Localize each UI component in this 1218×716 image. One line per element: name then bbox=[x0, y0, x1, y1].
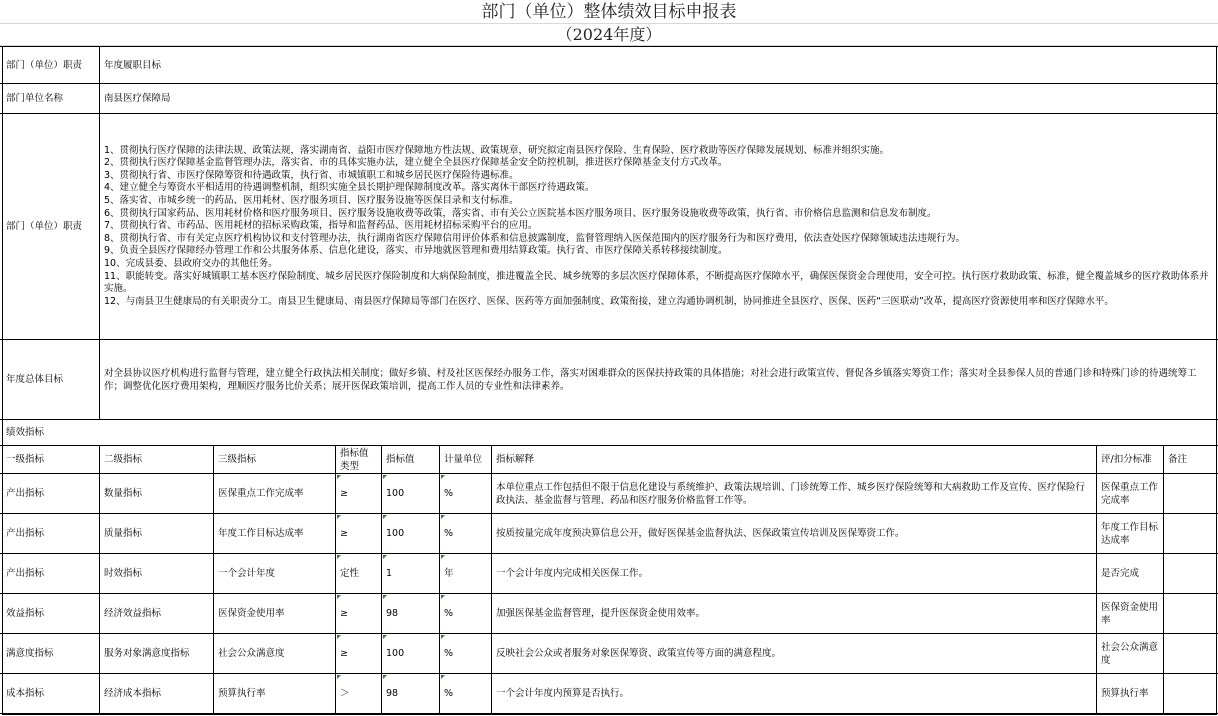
row-duty-header bbox=[0, 46, 1218, 84]
indicator-cell: 98 bbox=[382, 594, 440, 633]
indicator-cell: 医保资金使用率 bbox=[214, 594, 336, 633]
duty-item: 10、完成县委、县政府交办的其他任务。 bbox=[104, 257, 278, 269]
indicator-row bbox=[0, 674, 1218, 714]
indicator-cell: 预算执行率 bbox=[214, 674, 336, 713]
annual-goal-text: 对全县协议医疗机构进行监督与管理，建立健全行政执法相关制度；做好乡镇、村及社区医保经办服务工作，落实对困难群众的医保扶持政策的具体措施；对社会进行政策宣传、督促各乡镇落实筹资工作；落实对全县参保人员的普通门诊和特殊门诊的待遇统筹工作；调整优化医疗费用架构，理顺医疗服务比价关系；展开医保政策培训，提高工作人员的专业性和法律素养。 bbox=[100, 340, 1217, 419]
duty-item: 9、负责全县医疗保障经办管理工作和公共服务体系、信息化建设，落实、市异地就医管理和费用结算政策。执行省、市医疗保障关系转移接续制度。 bbox=[104, 245, 728, 257]
indicator-row bbox=[0, 634, 1218, 674]
indicator-cell: 效益指标 bbox=[2, 594, 100, 633]
indicator-cell: 加强医保基金监督管理，提升医保资金使用效率。 bbox=[492, 594, 1097, 633]
duty-item: 2、贯彻执行医疗保障基金监督管理办法，落实省、市的具体实施办法，建立健全全县医疗保障基金安全防控机制，推进医疗保障基金支付方式改革。 bbox=[104, 157, 728, 169]
indicator-row bbox=[0, 554, 1218, 594]
indicator-cell: 年度工作目标达成率 bbox=[214, 514, 336, 553]
duty-item: 8、贯彻执行省、市有关定点医疗机构协议和支付管理办法，执行湖南省医疗保障信用评价体系和信息披露制度，监督管理纳入医保范围内的医疗服务行为和医疗费用，依法查处医疗保障领域违法违规行为。 bbox=[104, 232, 966, 244]
label-cell: 年度总体目标 bbox=[2, 340, 100, 419]
indicator-row bbox=[0, 594, 1218, 634]
indicator-cell: 成本指标 bbox=[2, 674, 100, 713]
duty-item: 6、贯彻执行国家药品、医用耗材价格和医疗服务项目、医疗服务设施收费等政策，落实省、市有关公立医院基本医疗服务项目、医疗服务设施收费等政策，执行省、市价格信息监测和信息发布制度。 bbox=[104, 207, 937, 219]
duty-item: 12、与南县卫生健康局的有关职责分工。南县卫生健康局、南县医疗保障局等部门在医疗、医保、医药等方面加强制度、政策衔接，建立沟通协调机制，协同推进全县医疗、医保、医药“三医联动”改革，提高医疗资源使用率和医疗保障水平。 bbox=[104, 295, 1114, 307]
header-cell: 三级指标 bbox=[214, 446, 336, 473]
indicator-cell: 年度工作目标达成率 bbox=[1097, 514, 1164, 553]
indicator-cell bbox=[1164, 634, 1217, 673]
indicator-cell: ＞ bbox=[336, 674, 382, 713]
indicator-cell: 反映社会公众或者服务对象医保筹资、政策宣传等方面的满意程度。 bbox=[492, 634, 1097, 673]
indicator-cell: 按质按量完成年度预决算信息公开，做好医保基金监督执法、医保政策宣传培训及医保筹资工作。 bbox=[492, 514, 1097, 553]
indicator-cell: 质量指标 bbox=[100, 514, 214, 553]
report-title: 部门（单位）整体绩效目标申报表 bbox=[481, 2, 737, 22]
indicator-cell: ≥ bbox=[336, 594, 382, 633]
duties-cell bbox=[100, 114, 1217, 339]
indicator-cell: 数量指标 bbox=[100, 474, 214, 513]
header-cell: 计量单位 bbox=[440, 446, 492, 473]
duty-item: 11、职能转变。落实好城镇职工基本医疗保险制度、城乡居民医疗保险制度和大病保险制度，推进覆盖全民、城乡统筹的多层次医疗保障体系，不断提高医疗保障水平，确保医保资金合理使用，安全可控。执行医疗救助政策、标准，健全覆盖城乡的医疗救助体系并实施。 bbox=[104, 270, 1209, 295]
indicator-cell: 本单位重点工作包括但不限于信息化建设与系统维护、政策法规培训、门诊统筹工作、城乡医疗保险统筹和大病救助工作及宣传、医疗保险行政执法、基金监督与管理、药品和医疗服务价格监督工作等。 bbox=[492, 474, 1097, 513]
indicator-row bbox=[0, 474, 1218, 514]
indicator-cell bbox=[1164, 514, 1217, 553]
indicator-cell: 一个会计年度内预算是否执行。 bbox=[492, 674, 1097, 713]
indicator-cell: ≥ bbox=[336, 514, 382, 553]
indicator-cell: 100 bbox=[382, 634, 440, 673]
indicator-cell: 100 bbox=[382, 514, 440, 553]
indicator-cell: 时效指标 bbox=[100, 554, 214, 593]
row-duties bbox=[0, 114, 1218, 340]
indicator-cell: 服务对象满意度指标 bbox=[100, 634, 214, 673]
indicator-cell: % bbox=[440, 634, 492, 673]
indicator-cell: 医保重点工作完成率 bbox=[1097, 474, 1164, 513]
report-subtitle: （2024年度） bbox=[556, 25, 662, 44]
header-cell: 备注 bbox=[1168, 454, 1188, 465]
indicator-cell: 产出指标 bbox=[2, 554, 100, 593]
indicator-cell: 产出指标 bbox=[2, 474, 100, 513]
row-unit-name bbox=[0, 84, 1218, 114]
indicator-cell bbox=[1164, 554, 1217, 593]
label-cell: 部门（单位）职责 bbox=[2, 114, 100, 339]
indicator-cell: 产出指标 bbox=[2, 514, 100, 553]
indicator-cell: % bbox=[440, 674, 492, 713]
indicator-cell: 经济效益指标 bbox=[100, 594, 214, 633]
indicator-cell: % bbox=[440, 514, 492, 553]
indicator-cell: 经济成本指标 bbox=[100, 674, 214, 713]
indicator-cell: ≥ bbox=[336, 474, 382, 513]
indicator-cell: 一个会计年度 bbox=[214, 554, 336, 593]
header-cell: 指标解释 bbox=[492, 446, 1097, 473]
indicator-cell bbox=[1164, 674, 1217, 713]
indicator-cell: ≥ bbox=[336, 634, 382, 673]
indicator-cell: 98 bbox=[382, 674, 440, 713]
duty-item: 7、贯彻执行省、市药品、医用耗材的招标采购政策，指导和监督药品、医用耗材招标采购平台的应用。 bbox=[104, 220, 538, 232]
indicators-label: 绩效指标 bbox=[6, 427, 45, 438]
indicator-cell: 社会公众满意度 bbox=[1097, 634, 1164, 673]
indicator-cell bbox=[1164, 594, 1217, 633]
indicator-cell: 定性 bbox=[336, 554, 382, 593]
label-cell: 部门单位名称 bbox=[2, 84, 100, 113]
indicator-cell bbox=[1164, 474, 1217, 513]
indicator-cell: 满意度指标 bbox=[2, 634, 100, 673]
indicator-cell: 预算执行率 bbox=[1097, 674, 1164, 713]
indicator-cell: 是否完成 bbox=[1097, 554, 1164, 593]
indicator-cell: % bbox=[440, 594, 492, 633]
duty-item: 3、贯彻执行省、市医疗保障筹资和待遇政策，执行省、市城镇职工和城乡居民医疗保险待遇标准。 bbox=[104, 169, 519, 181]
indicator-cell: % bbox=[440, 474, 492, 513]
header-cell: 评/扣分标准 bbox=[1097, 446, 1164, 473]
duties-list bbox=[104, 145, 1212, 309]
indicator-cell: 100 bbox=[382, 474, 440, 513]
header-cell: 指标值 bbox=[382, 446, 440, 473]
header-cell: 指标值类型 bbox=[336, 446, 382, 473]
indicator-cell: 医保资金使用率 bbox=[1097, 594, 1164, 633]
label-cell: 部门（单位）职责 bbox=[2, 47, 100, 83]
indicator-cell: 1 bbox=[382, 554, 440, 593]
row-annual-goal bbox=[0, 340, 1218, 420]
value-cell: 南县医疗保障局 bbox=[100, 84, 1217, 113]
header-cell: 一级指标 bbox=[2, 446, 100, 473]
duty-item: 5、落实省、市城乡统一的药品、医用耗材、医疗服务项目、医疗服务设施等医保目录和支付标准。 bbox=[104, 195, 519, 207]
indicator-cell: 社会公众满意度 bbox=[214, 634, 336, 673]
duty-item: 1、贯彻执行医疗保障的法律法规、政策法规，落实湖南省、益阳市医疗保障地方性法规、政策规章，研究拟定南县医疗保险、生育保险、医疗救助等医疗保障发展规划、标准并组织实施。 bbox=[104, 144, 890, 156]
indicator-header-row bbox=[0, 446, 1218, 474]
indicator-cell: 医保重点工作完成率 bbox=[214, 474, 336, 513]
duty-item: 4、建立健全与筹资水平相适用的待遇调整机制，组织实施全县长期护理保障制度改革。落实离休干部医疗待遇政策。 bbox=[104, 182, 595, 194]
indicator-cell: 年 bbox=[440, 554, 492, 593]
row-indicators-label bbox=[0, 420, 1218, 446]
header-cell: 二级指标 bbox=[100, 446, 214, 473]
gridline bbox=[0, 23, 1218, 24]
value-cell: 年度履职目标 bbox=[100, 47, 1217, 83]
indicator-row bbox=[0, 514, 1218, 554]
indicator-cell: 一个会计年度内完成相关医保工作。 bbox=[492, 554, 1097, 593]
